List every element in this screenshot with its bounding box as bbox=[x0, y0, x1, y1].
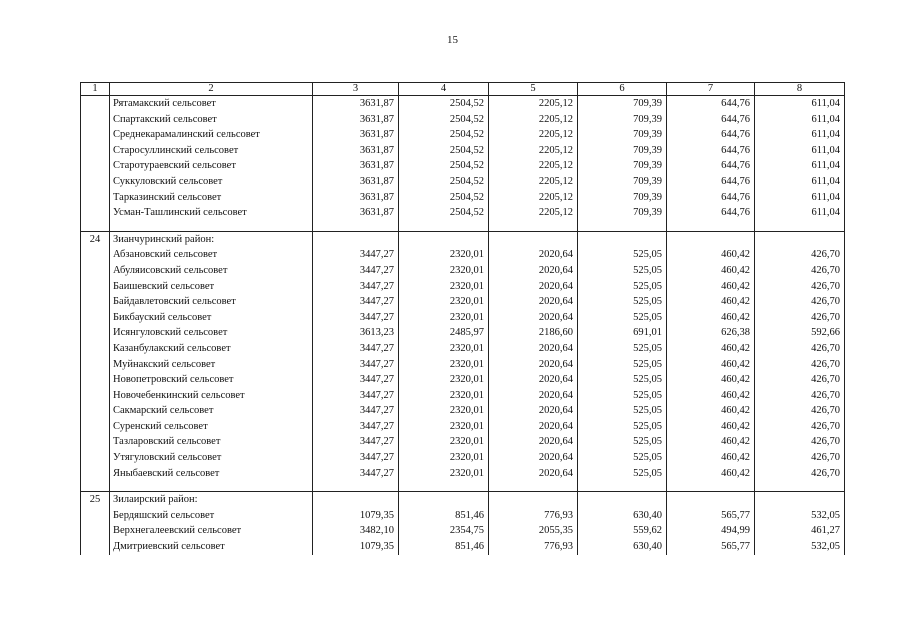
value-col-3: 3613,23 bbox=[313, 325, 399, 341]
value-col-4: 2504,52 bbox=[399, 112, 489, 128]
empty-cell bbox=[313, 231, 399, 247]
value-col-3: 3447,27 bbox=[313, 388, 399, 404]
value-col-7: 644,76 bbox=[667, 127, 755, 143]
value-col-6: 709,39 bbox=[578, 205, 667, 221]
table-row bbox=[81, 158, 845, 174]
value-col-3: 3631,87 bbox=[313, 112, 399, 128]
value-col-5: 2020,64 bbox=[489, 466, 578, 482]
value-col-5: 2205,12 bbox=[489, 112, 578, 128]
spacer-cell bbox=[578, 481, 667, 492]
row-index-cell bbox=[81, 325, 110, 341]
table-row bbox=[81, 466, 845, 482]
row-index-cell bbox=[81, 508, 110, 524]
value-col-6: 525,05 bbox=[578, 434, 667, 450]
row-index-cell bbox=[81, 158, 110, 174]
value-col-3: 3447,27 bbox=[313, 341, 399, 357]
value-col-4: 2320,01 bbox=[399, 279, 489, 295]
value-col-6: 709,39 bbox=[578, 190, 667, 206]
spacer-cell bbox=[667, 221, 755, 232]
row-index-cell bbox=[81, 434, 110, 450]
value-col-8: 611,04 bbox=[755, 127, 845, 143]
table-row bbox=[81, 450, 845, 466]
settlement-name: Тазларовский сельсовет bbox=[110, 434, 313, 450]
value-col-4: 2504,52 bbox=[399, 127, 489, 143]
value-col-4: 851,46 bbox=[399, 539, 489, 555]
spacer-cell bbox=[313, 221, 399, 232]
row-index-cell bbox=[81, 372, 110, 388]
table-row bbox=[81, 143, 845, 159]
row-index-cell bbox=[81, 419, 110, 435]
spacer-cell bbox=[755, 481, 845, 492]
row-index-cell bbox=[81, 523, 110, 539]
value-col-4: 2504,52 bbox=[399, 158, 489, 174]
value-col-8: 426,70 bbox=[755, 388, 845, 404]
row-index-cell bbox=[81, 388, 110, 404]
value-col-7: 460,42 bbox=[667, 434, 755, 450]
spacer-cell bbox=[399, 481, 489, 492]
value-col-7: 460,42 bbox=[667, 263, 755, 279]
value-col-8: 426,70 bbox=[755, 434, 845, 450]
value-col-5: 2205,12 bbox=[489, 158, 578, 174]
value-col-8: 611,04 bbox=[755, 205, 845, 221]
value-col-7: 626,38 bbox=[667, 325, 755, 341]
row-index-cell bbox=[81, 263, 110, 279]
value-col-8: 426,70 bbox=[755, 310, 845, 326]
value-col-7: 460,42 bbox=[667, 450, 755, 466]
value-col-3: 3447,27 bbox=[313, 450, 399, 466]
row-index-cell bbox=[81, 96, 110, 112]
column-header-1: 1 bbox=[81, 83, 110, 96]
settlement-name: Усман-Ташлинский сельсовет bbox=[110, 205, 313, 221]
value-col-7: 565,77 bbox=[667, 539, 755, 555]
value-col-8: 611,04 bbox=[755, 96, 845, 112]
row-index-cell bbox=[81, 247, 110, 263]
value-col-8: 426,70 bbox=[755, 450, 845, 466]
table-row bbox=[81, 325, 845, 341]
settlement-name: Тарказинский сельсовет bbox=[110, 190, 313, 206]
value-col-7: 565,77 bbox=[667, 508, 755, 524]
value-col-4: 2504,52 bbox=[399, 96, 489, 112]
value-col-8: 532,05 bbox=[755, 539, 845, 555]
value-col-8: 611,04 bbox=[755, 190, 845, 206]
column-header-6: 6 bbox=[578, 83, 667, 96]
value-col-6: 709,39 bbox=[578, 112, 667, 128]
table-row bbox=[81, 112, 845, 128]
value-col-4: 2320,01 bbox=[399, 263, 489, 279]
value-col-7: 460,42 bbox=[667, 388, 755, 404]
value-col-4: 2504,52 bbox=[399, 174, 489, 190]
value-col-8: 611,04 bbox=[755, 143, 845, 159]
value-col-4: 2504,52 bbox=[399, 190, 489, 206]
spacer-cell bbox=[313, 481, 399, 492]
settlement-name: Новочебенкинский сельсовет bbox=[110, 388, 313, 404]
row-index-cell bbox=[81, 403, 110, 419]
settlement-name: Яныбаевский сельсовет bbox=[110, 466, 313, 482]
value-col-3: 3631,87 bbox=[313, 158, 399, 174]
value-col-6: 709,39 bbox=[578, 127, 667, 143]
value-col-5: 2205,12 bbox=[489, 127, 578, 143]
page-number: 15 bbox=[447, 34, 458, 46]
section-spacer bbox=[81, 221, 845, 232]
settlement-name: Абуляисовский сельсовет bbox=[110, 263, 313, 279]
settlement-name: Абзановский сельсовет bbox=[110, 247, 313, 263]
value-col-7: 460,42 bbox=[667, 294, 755, 310]
value-col-7: 644,76 bbox=[667, 158, 755, 174]
empty-cell bbox=[755, 231, 845, 247]
spacer-cell bbox=[578, 221, 667, 232]
value-col-8: 426,70 bbox=[755, 294, 845, 310]
value-col-3: 3482,10 bbox=[313, 523, 399, 539]
value-col-8: 592,66 bbox=[755, 325, 845, 341]
settlement-name: Рятамакский сельсовет bbox=[110, 96, 313, 112]
value-col-4: 2320,01 bbox=[399, 419, 489, 435]
value-col-8: 426,70 bbox=[755, 279, 845, 295]
settlement-name: Верхнегалеевский сельсовет bbox=[110, 523, 313, 539]
value-col-4: 2320,01 bbox=[399, 247, 489, 263]
table-row bbox=[81, 263, 845, 279]
value-col-6: 525,05 bbox=[578, 403, 667, 419]
row-index-cell bbox=[81, 112, 110, 128]
value-col-6: 709,39 bbox=[578, 143, 667, 159]
value-col-3: 3447,27 bbox=[313, 466, 399, 482]
value-col-5: 2186,60 bbox=[489, 325, 578, 341]
value-col-5: 2020,64 bbox=[489, 263, 578, 279]
row-index-cell bbox=[81, 450, 110, 466]
table-row bbox=[81, 205, 845, 221]
value-col-8: 426,70 bbox=[755, 403, 845, 419]
value-col-3: 3447,27 bbox=[313, 372, 399, 388]
district-number: 24 bbox=[81, 231, 110, 247]
value-col-8: 426,70 bbox=[755, 372, 845, 388]
column-header-8: 8 bbox=[755, 83, 845, 96]
value-col-7: 644,76 bbox=[667, 112, 755, 128]
value-col-5: 2020,64 bbox=[489, 450, 578, 466]
value-col-4: 2320,01 bbox=[399, 466, 489, 482]
value-col-5: 2205,12 bbox=[489, 96, 578, 112]
value-col-3: 3447,27 bbox=[313, 294, 399, 310]
value-col-5: 2055,35 bbox=[489, 523, 578, 539]
settlement-name: Байдавлетовский сельсовет bbox=[110, 294, 313, 310]
value-col-8: 426,70 bbox=[755, 263, 845, 279]
value-col-6: 525,05 bbox=[578, 450, 667, 466]
value-col-5: 2020,64 bbox=[489, 357, 578, 373]
value-col-7: 460,42 bbox=[667, 341, 755, 357]
value-col-6: 525,05 bbox=[578, 466, 667, 482]
table-row bbox=[81, 372, 845, 388]
column-header-3: 3 bbox=[313, 83, 399, 96]
district-name: Зианчуринский район: bbox=[110, 231, 313, 247]
empty-cell bbox=[489, 492, 578, 508]
row-index-cell bbox=[81, 127, 110, 143]
value-col-3: 3447,27 bbox=[313, 357, 399, 373]
value-col-7: 644,76 bbox=[667, 143, 755, 159]
value-col-6: 525,05 bbox=[578, 341, 667, 357]
table-header-row bbox=[81, 83, 845, 96]
value-col-6: 559,62 bbox=[578, 523, 667, 539]
value-col-8: 426,70 bbox=[755, 247, 845, 263]
value-col-3: 3631,87 bbox=[313, 205, 399, 221]
value-col-8: 426,70 bbox=[755, 357, 845, 373]
empty-cell bbox=[755, 492, 845, 508]
table-row bbox=[81, 523, 845, 539]
value-col-5: 2020,64 bbox=[489, 294, 578, 310]
value-col-5: 2205,12 bbox=[489, 174, 578, 190]
value-col-4: 2354,75 bbox=[399, 523, 489, 539]
value-col-4: 2320,01 bbox=[399, 357, 489, 373]
value-col-3: 3447,27 bbox=[313, 310, 399, 326]
value-col-8: 426,70 bbox=[755, 419, 845, 435]
value-col-3: 3631,87 bbox=[313, 190, 399, 206]
value-col-5: 776,93 bbox=[489, 539, 578, 555]
empty-cell bbox=[313, 492, 399, 508]
value-col-6: 525,05 bbox=[578, 357, 667, 373]
spacer-cell bbox=[489, 481, 578, 492]
value-col-7: 460,42 bbox=[667, 372, 755, 388]
value-col-6: 630,40 bbox=[578, 539, 667, 555]
value-col-4: 2320,01 bbox=[399, 310, 489, 326]
value-col-3: 3631,87 bbox=[313, 174, 399, 190]
tariff-table bbox=[80, 82, 845, 555]
value-col-3: 3447,27 bbox=[313, 419, 399, 435]
district-number: 25 bbox=[81, 492, 110, 508]
value-col-7: 460,42 bbox=[667, 357, 755, 373]
value-col-8: 611,04 bbox=[755, 174, 845, 190]
value-col-4: 2320,01 bbox=[399, 341, 489, 357]
column-header-7: 7 bbox=[667, 83, 755, 96]
settlement-name: Баишевский сельсовет bbox=[110, 279, 313, 295]
table-row bbox=[81, 310, 845, 326]
column-header-5: 5 bbox=[489, 83, 578, 96]
value-col-4: 2320,01 bbox=[399, 403, 489, 419]
value-col-7: 460,42 bbox=[667, 279, 755, 295]
value-col-7: 460,42 bbox=[667, 310, 755, 326]
empty-cell bbox=[399, 492, 489, 508]
settlement-name: Исянгуловский сельсовет bbox=[110, 325, 313, 341]
settlement-name: Муйнакский сельсовет bbox=[110, 357, 313, 373]
value-col-8: 426,70 bbox=[755, 341, 845, 357]
value-col-3: 3447,27 bbox=[313, 263, 399, 279]
settlement-name: Суренский сельсовет bbox=[110, 419, 313, 435]
table-row bbox=[81, 388, 845, 404]
value-col-6: 691,01 bbox=[578, 325, 667, 341]
value-col-6: 525,05 bbox=[578, 279, 667, 295]
settlement-name: Утягуловский сельсовет bbox=[110, 450, 313, 466]
value-col-5: 2020,64 bbox=[489, 341, 578, 357]
value-col-7: 644,76 bbox=[667, 96, 755, 112]
row-index-cell bbox=[81, 205, 110, 221]
value-col-4: 2320,01 bbox=[399, 434, 489, 450]
settlement-name: Суккуловский сельсовет bbox=[110, 174, 313, 190]
value-col-6: 709,39 bbox=[578, 174, 667, 190]
row-index-cell bbox=[81, 279, 110, 295]
table-row bbox=[81, 434, 845, 450]
settlement-name: Среднекарамалинский сельсовет bbox=[110, 127, 313, 143]
table-row bbox=[81, 96, 845, 112]
value-col-8: 461,27 bbox=[755, 523, 845, 539]
table-row bbox=[81, 247, 845, 263]
table-row bbox=[81, 174, 845, 190]
row-index-cell bbox=[81, 310, 110, 326]
value-col-3: 3447,27 bbox=[313, 434, 399, 450]
spacer-cell bbox=[667, 481, 755, 492]
table-body bbox=[81, 96, 845, 555]
value-col-6: 525,05 bbox=[578, 310, 667, 326]
value-col-5: 2020,64 bbox=[489, 279, 578, 295]
value-col-4: 2504,52 bbox=[399, 143, 489, 159]
value-col-6: 630,40 bbox=[578, 508, 667, 524]
spacer-cell bbox=[755, 221, 845, 232]
column-header-2: 2 bbox=[110, 83, 313, 96]
spacer-cell bbox=[110, 481, 313, 492]
value-col-5: 2020,64 bbox=[489, 434, 578, 450]
value-col-6: 525,05 bbox=[578, 294, 667, 310]
row-index-cell bbox=[81, 294, 110, 310]
settlement-name: Новопетровский сельсовет bbox=[110, 372, 313, 388]
value-col-7: 644,76 bbox=[667, 174, 755, 190]
value-col-3: 3447,27 bbox=[313, 247, 399, 263]
value-col-7: 494,99 bbox=[667, 523, 755, 539]
value-col-5: 776,93 bbox=[489, 508, 578, 524]
value-col-8: 611,04 bbox=[755, 112, 845, 128]
value-col-4: 2320,01 bbox=[399, 294, 489, 310]
spacer-cell bbox=[81, 221, 110, 232]
value-col-6: 525,05 bbox=[578, 372, 667, 388]
value-col-5: 2020,64 bbox=[489, 310, 578, 326]
settlement-name: Бикбауский сельсовет bbox=[110, 310, 313, 326]
spacer-cell bbox=[399, 221, 489, 232]
value-col-6: 525,05 bbox=[578, 419, 667, 435]
row-index-cell bbox=[81, 466, 110, 482]
value-col-4: 2320,01 bbox=[399, 388, 489, 404]
row-index-cell bbox=[81, 190, 110, 206]
table-row bbox=[81, 341, 845, 357]
settlement-name: Старосуллинский сельсовет bbox=[110, 143, 313, 159]
value-col-3: 1079,35 bbox=[313, 508, 399, 524]
table-row bbox=[81, 403, 845, 419]
value-col-5: 2020,64 bbox=[489, 372, 578, 388]
table-row bbox=[81, 539, 845, 555]
spacer-cell bbox=[110, 221, 313, 232]
value-col-4: 2320,01 bbox=[399, 372, 489, 388]
empty-cell bbox=[667, 231, 755, 247]
value-col-7: 460,42 bbox=[667, 466, 755, 482]
value-col-8: 532,05 bbox=[755, 508, 845, 524]
column-header-4: 4 bbox=[399, 83, 489, 96]
settlement-name: Сакмарский сельсовет bbox=[110, 403, 313, 419]
value-col-7: 460,42 bbox=[667, 403, 755, 419]
table-row bbox=[81, 294, 845, 310]
value-col-3: 3631,87 bbox=[313, 143, 399, 159]
value-col-6: 709,39 bbox=[578, 158, 667, 174]
value-col-3: 3447,27 bbox=[313, 403, 399, 419]
row-index-cell bbox=[81, 143, 110, 159]
empty-cell bbox=[578, 492, 667, 508]
settlement-name: Спартакский сельсовет bbox=[110, 112, 313, 128]
value-col-5: 2020,64 bbox=[489, 419, 578, 435]
section-spacer bbox=[81, 481, 845, 492]
table-row bbox=[81, 127, 845, 143]
value-col-8: 426,70 bbox=[755, 466, 845, 482]
value-col-5: 2020,64 bbox=[489, 247, 578, 263]
value-col-6: 709,39 bbox=[578, 96, 667, 112]
spacer-cell bbox=[489, 221, 578, 232]
value-col-4: 2485,97 bbox=[399, 325, 489, 341]
empty-cell bbox=[489, 231, 578, 247]
empty-cell bbox=[399, 231, 489, 247]
settlement-name: Дмитриевский сельсовет bbox=[110, 539, 313, 555]
table-row bbox=[81, 508, 845, 524]
value-col-6: 525,05 bbox=[578, 388, 667, 404]
settlement-name: Старотураевский сельсовет bbox=[110, 158, 313, 174]
value-col-5: 2020,64 bbox=[489, 388, 578, 404]
empty-cell bbox=[667, 492, 755, 508]
settlement-name: Бердяшский сельсовет bbox=[110, 508, 313, 524]
table-row bbox=[81, 279, 845, 295]
value-col-7: 644,76 bbox=[667, 205, 755, 221]
value-col-7: 644,76 bbox=[667, 190, 755, 206]
row-index-cell bbox=[81, 539, 110, 555]
value-col-5: 2020,64 bbox=[489, 403, 578, 419]
value-col-3: 1079,35 bbox=[313, 539, 399, 555]
value-col-7: 460,42 bbox=[667, 419, 755, 435]
value-col-3: 3631,87 bbox=[313, 96, 399, 112]
table-row bbox=[81, 419, 845, 435]
row-index-cell bbox=[81, 357, 110, 373]
value-col-6: 525,05 bbox=[578, 247, 667, 263]
spacer-cell bbox=[81, 481, 110, 492]
value-col-5: 2205,12 bbox=[489, 190, 578, 206]
row-index-cell bbox=[81, 174, 110, 190]
table-row bbox=[81, 190, 845, 206]
district-name: Зилаирский район: bbox=[110, 492, 313, 508]
value-col-6: 525,05 bbox=[578, 263, 667, 279]
value-col-4: 851,46 bbox=[399, 508, 489, 524]
table-row bbox=[81, 357, 845, 373]
district-row bbox=[81, 231, 845, 247]
district-row bbox=[81, 492, 845, 508]
empty-cell bbox=[578, 231, 667, 247]
value-col-5: 2205,12 bbox=[489, 205, 578, 221]
value-col-3: 3447,27 bbox=[313, 279, 399, 295]
value-col-5: 2205,12 bbox=[489, 143, 578, 159]
value-col-4: 2504,52 bbox=[399, 205, 489, 221]
value-col-8: 611,04 bbox=[755, 158, 845, 174]
value-col-3: 3631,87 bbox=[313, 127, 399, 143]
settlement-name: Казанбулакский сельсовет bbox=[110, 341, 313, 357]
value-col-4: 2320,01 bbox=[399, 450, 489, 466]
value-col-7: 460,42 bbox=[667, 247, 755, 263]
row-index-cell bbox=[81, 341, 110, 357]
